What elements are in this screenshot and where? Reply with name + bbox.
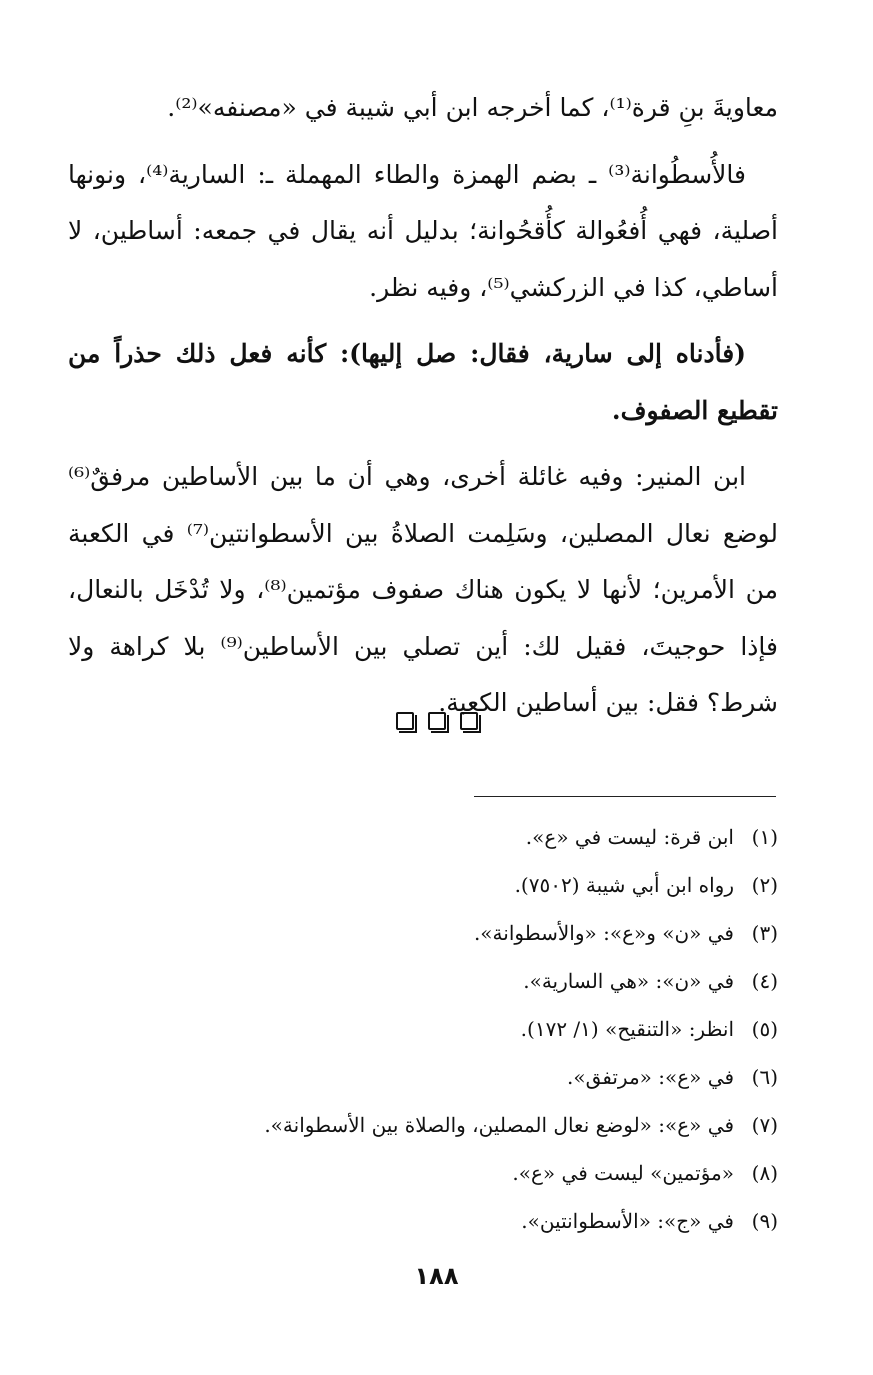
footnote-number: (٢) xyxy=(751,873,778,897)
footnote-text: في «ع»: «لوضع نعال المصلين، والصلاة بين الأسطوانة». xyxy=(264,1113,734,1137)
footnote-item xyxy=(78,909,778,957)
footnote-item xyxy=(78,957,778,1005)
footnote-number: (٥) xyxy=(751,1017,778,1041)
footnote-item xyxy=(78,1101,778,1149)
paragraph: (فأدناه إلى سارية، فقال: صل إليها): كأنه فعل ذلك حذراً من تقطيع الصفوف. xyxy=(68,339,778,425)
footnote-number: (٩) xyxy=(751,1209,778,1233)
footnote-text: «مؤتمين» ليست في «ع». xyxy=(512,1161,734,1185)
page-number: ١٨٨ xyxy=(414,1262,459,1290)
footnote-number: (١) xyxy=(751,825,778,849)
footnote-text: في «ن» و«ع»: «والأسطوانة». xyxy=(473,921,734,945)
footnote-divider xyxy=(474,796,776,797)
footnote-text: في «ن»: «هي السارية». xyxy=(523,969,734,993)
footnote-text: انظر: «التنقيح» (١/ ١٧٢). xyxy=(520,1017,734,1041)
main-text-body xyxy=(68,80,778,732)
square-ornament-icon xyxy=(428,712,446,730)
footnote-item xyxy=(78,1149,778,1197)
footnote-number: (٦) xyxy=(751,1065,778,1089)
square-ornament-icon xyxy=(460,712,478,730)
footnote-number: (٧) xyxy=(751,1113,778,1137)
footnote-item xyxy=(78,1005,778,1053)
footnote-item xyxy=(78,813,778,861)
square-ornament-icon xyxy=(396,712,414,730)
paragraph: فالأُسطُوانة⁽³⁾ ـ بضم الهمزة والطاء المهملة ـ: السارية⁽⁴⁾، ونونها أصلية، فهي أُفعُوالة كأُقحُوانة؛ بدليل أنه يقال في جمعه: أساطين، لا أساطي، كذا في الزركشي⁽⁵⁾، وفيه نظر. xyxy=(68,159,778,302)
footnote-text: في «ج»: «الأسطوانتين». xyxy=(521,1209,734,1233)
footnote-text: في «ع»: «مرتفق». xyxy=(566,1065,734,1089)
footnote-item xyxy=(78,861,778,909)
footnote-text: ابن قرة: ليست في «ع». xyxy=(525,825,734,849)
footnote-item xyxy=(78,1053,778,1101)
footnote-number: (٨) xyxy=(751,1161,778,1185)
footnote-number: (٣) xyxy=(751,921,778,945)
footnote-item xyxy=(78,1197,778,1245)
footnote-number: (٤) xyxy=(751,969,778,993)
footnotes-list xyxy=(78,813,778,1245)
section-separator xyxy=(0,712,873,730)
footnote-text: رواه ابن أبي شيبة (٧٥٠٢). xyxy=(514,873,734,897)
paragraph: ابن المنير: وفيه غائلة أخرى، وهي أن ما بين الأساطين مرفقٌ⁽⁶⁾ لوضع نعال المصلين، وسَلِمت الصلاةُ بين الأسطوانتين⁽⁷⁾ في الكعبة من الأمرين؛ لأنها لا يكون هناك صفوف مؤتمين⁽⁸⁾، ولا تُدْخَل بالنعال، فإذا حوجيتَ، فقيل لك: أين تصلي بين الأساطين⁽⁹⁾ بلا كراهة ولا شرط؟ فقل: بين أساطين الكعبة. xyxy=(68,462,779,717)
paragraph: معاويةَ بنِ قرة⁽¹⁾، كما أخرجه ابن أبي شيبة في «مصنفه»⁽²⁾. xyxy=(167,93,778,122)
